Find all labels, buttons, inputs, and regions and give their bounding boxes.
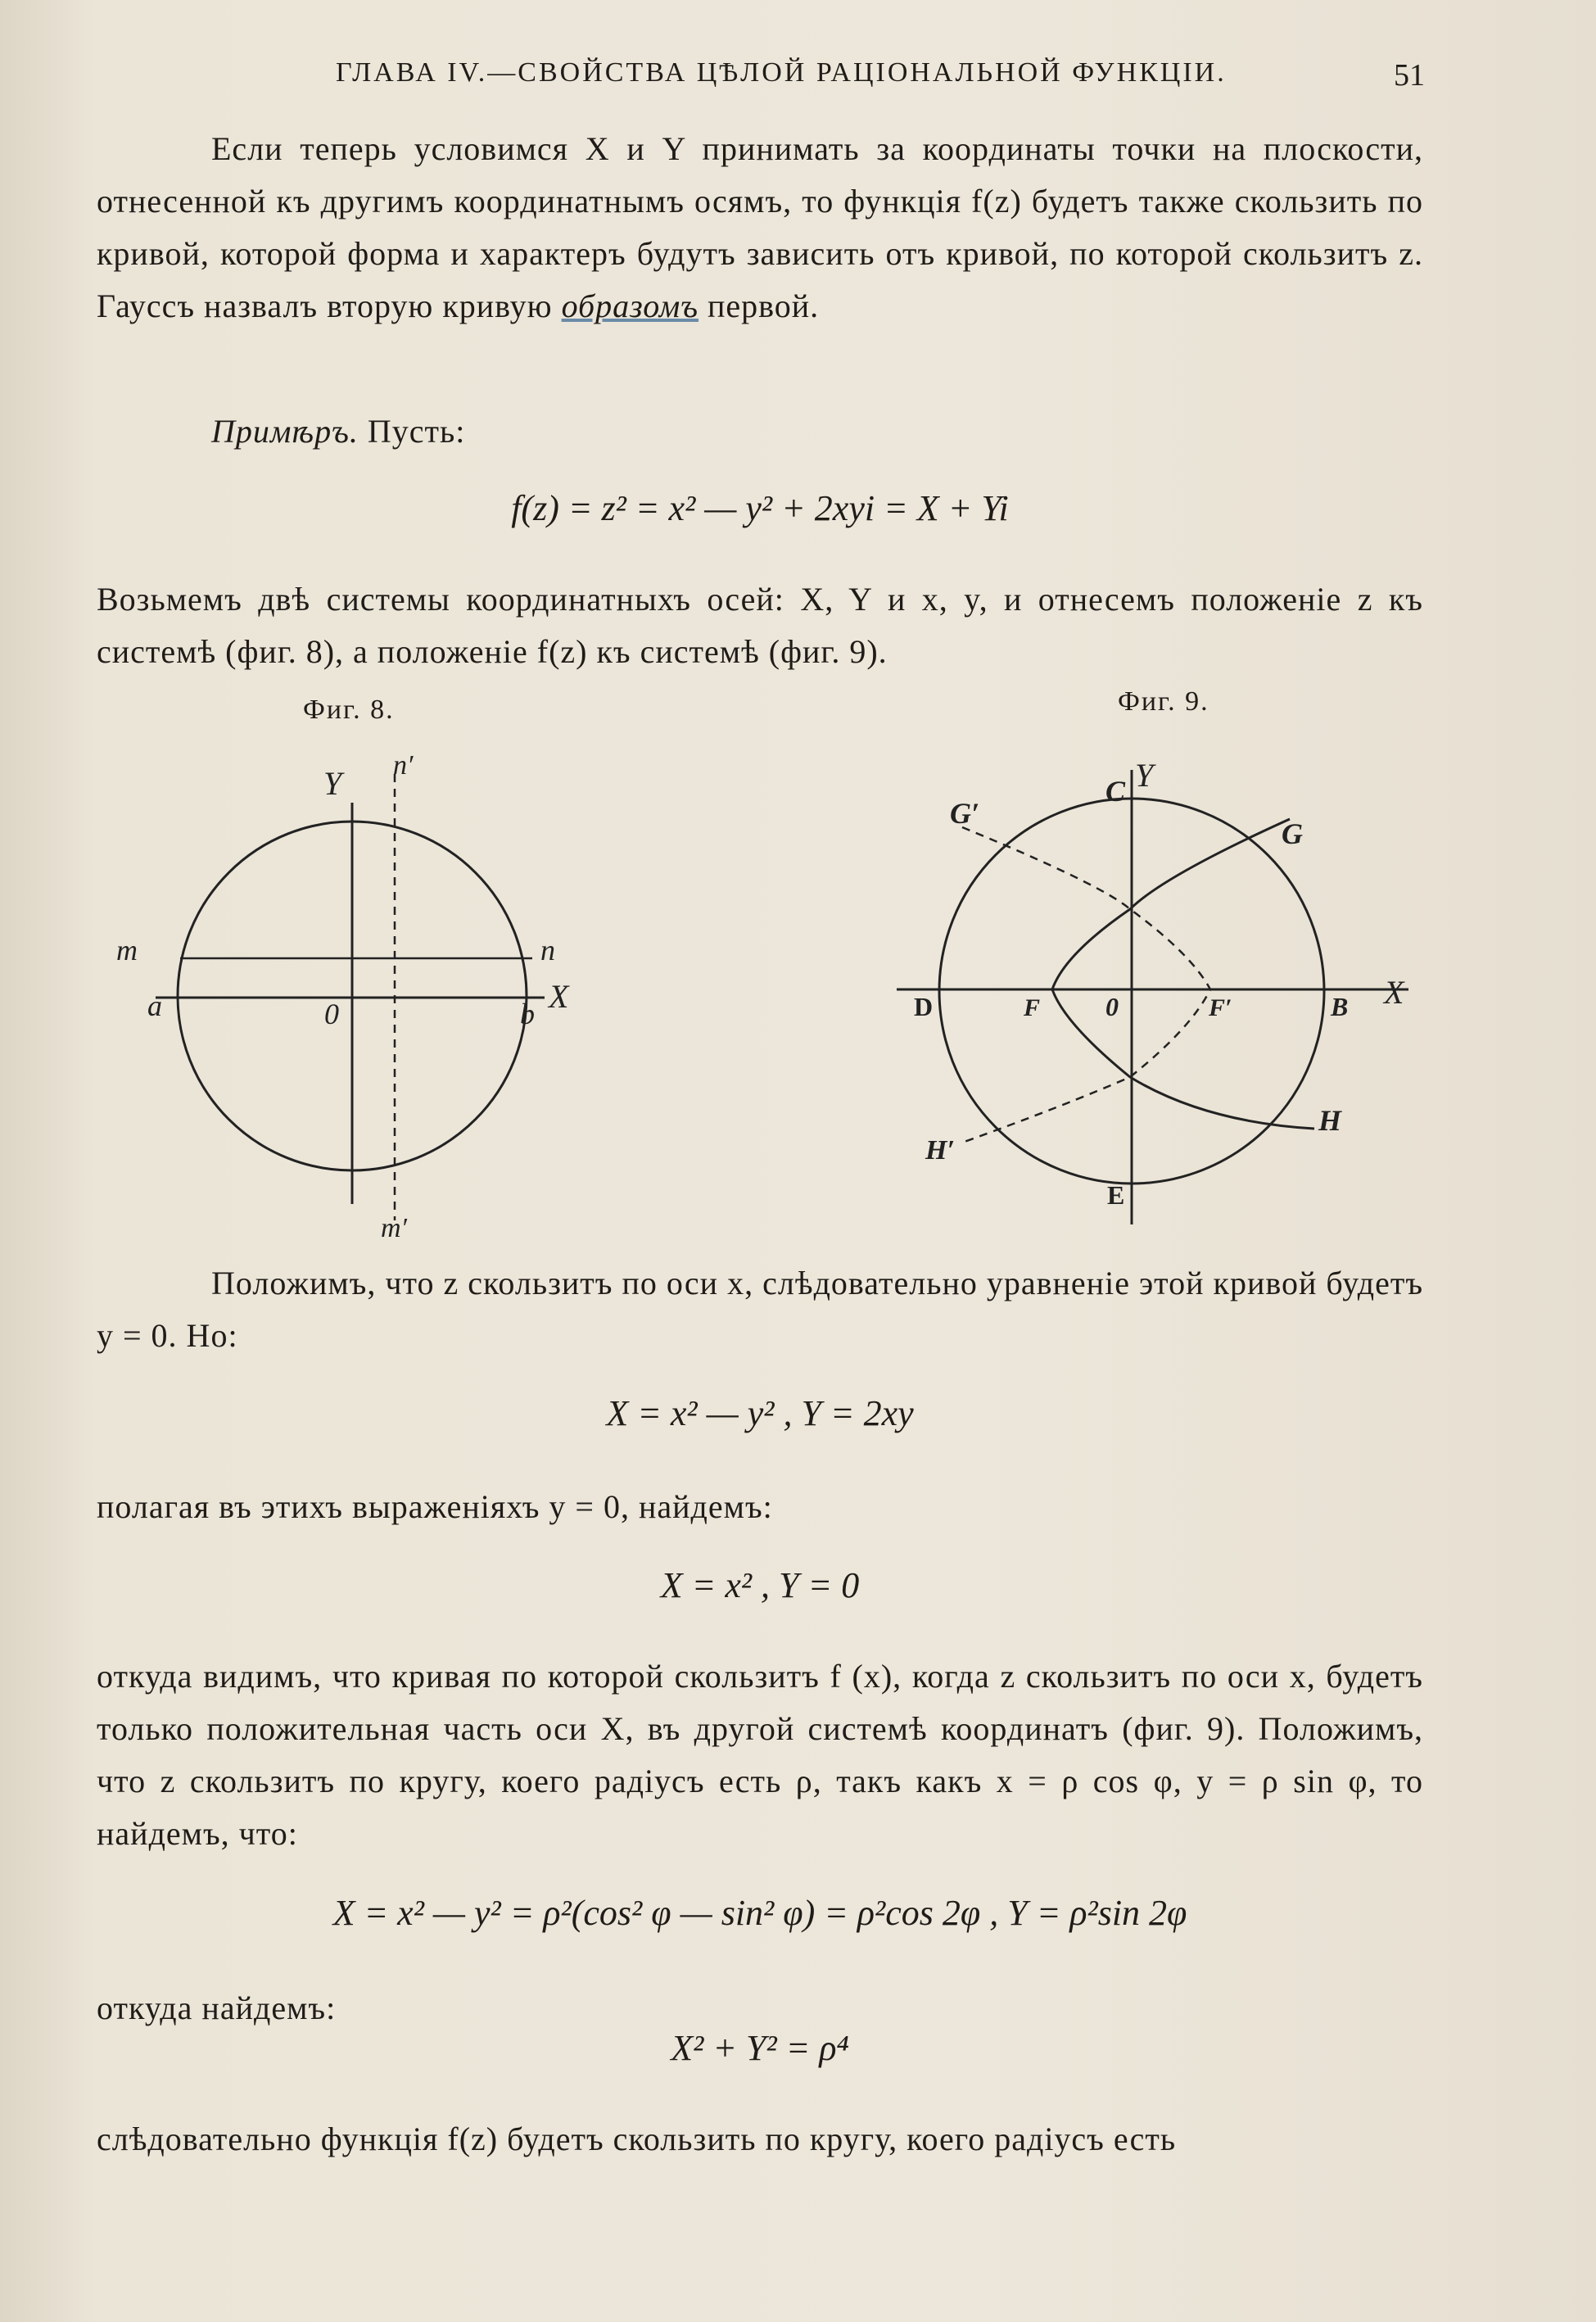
equation-1: f(z) = z² = x² — y² + 2xyi = X + Yi <box>511 488 1009 528</box>
fig9-label-g-prime: G′ <box>950 797 980 830</box>
fig9-label-y: Y <box>1135 757 1154 794</box>
fig9-label-o: 0 <box>1105 992 1119 1021</box>
equation-4: X = x² — y² = ρ²(cos² φ — sin² φ) = ρ²cos 2φ , Y = ρ²sin 2φ <box>332 1893 1187 1933</box>
equation-2: X = x² — y² , Y = 2xy <box>606 1393 914 1433</box>
fig8-label-o: 0 <box>324 998 339 1030</box>
example-text: Пусть: <box>358 413 466 450</box>
term-image: образомъ <box>561 287 699 324</box>
equation-5: X² + Y² = ρ⁴ <box>671 2028 849 2068</box>
paragraph-conclusion: слѣдовательно функція f(z) будетъ скользить по кругу, коего радіусъ есть <box>97 2121 1177 2157</box>
equation-3: X = x² , Y = 0 <box>660 1565 860 1605</box>
paragraph-axes: Возьмемъ двѣ системы координатныхъ осей: X, Y и x, y, и отнесемъ положеніе z къ системѣ (фиг. 8), а положеніе f(z) къ системѣ (фиг. 9). <box>97 581 1423 670</box>
running-title: ГЛАВА IV.—СВОЙСТВА ЦѢЛОЙ РАЦІОНАЛЬНОЙ ФУНКЦІИ. <box>336 57 1227 88</box>
example-label: Примѣръ. <box>211 413 359 450</box>
fig9-label-c: C <box>1105 775 1126 808</box>
fig9-solid-curve <box>1052 819 1314 1129</box>
fig9-label-f-prime: F′ <box>1209 994 1232 1021</box>
fig9-label-x: X <box>1384 974 1404 1011</box>
page-number: 51 <box>1394 58 1425 93</box>
fig8-caption: Фиг. 8. <box>303 695 395 725</box>
fig8-label-m: m <box>116 934 138 966</box>
fig9-caption: Фиг. 9. <box>1118 686 1209 717</box>
paragraph-substitute: полагая въ этихъ выраженіяхъ y = 0, найдемъ: <box>97 1488 773 1525</box>
figure-8 <box>116 737 614 1245</box>
paragraph-whence: откуда найдемъ: <box>97 1989 337 2026</box>
page-header <box>90 57 1425 98</box>
paragraph-circle: откуда видимъ, что кривая по которой скользитъ f (x), когда z скользитъ по оси x, будетъ только положительная часть оси X, въ другой системѣ координатъ (фиг. 9). Положимъ, что z скользитъ по кругу, коего радіусъ есть ρ, такъ какъ x = ρ cos φ, y = ρ sin φ, то найдемъ, что: <box>97 1658 1424 1852</box>
fig8-label-x: X <box>549 978 569 1015</box>
fig9-label-g: G <box>1282 817 1303 850</box>
fig8-label-n-prime: n′ <box>393 750 414 781</box>
paragraph-text-b: первой. <box>699 287 820 324</box>
fig9-label-e: E <box>1107 1180 1125 1210</box>
fig8-label-y: Y <box>323 765 342 802</box>
fig8-label-b: b <box>520 998 535 1030</box>
figure-9 <box>884 745 1441 1237</box>
paragraph-image-definition <box>97 123 1423 333</box>
fig8-label-n: n <box>540 934 555 966</box>
fig9-label-h-prime: H′ <box>925 1135 956 1166</box>
fig9-dashed-curve <box>962 827 1210 1143</box>
fig8-label-a: a <box>147 989 162 1022</box>
paragraph-slide-x-axis: Положимъ, что z скользитъ по оси x, слѣдовательно уравненіе этой кривой будетъ y = 0. Но: <box>97 1265 1423 1354</box>
fig9-label-f: F <box>1024 994 1041 1021</box>
fig9-label-h: H <box>1318 1104 1342 1137</box>
fig9-label-b: B <box>1331 992 1349 1021</box>
paragraph-text-a: Если теперь условимся X и Y принимать за координаты точки на плоскости, отнесенной къ другимъ координатнымъ осямъ, то функція f(z) будетъ также скользить по кривой, которой форма и характеръ будутъ зависить отъ кривой, по которой скользитъ z. Гауссъ назвалъ вторую кривую <box>97 130 1423 324</box>
fig8-label-m-prime: m′ <box>381 1213 407 1243</box>
fig9-label-d: D <box>914 992 934 1021</box>
example-heading <box>97 405 1423 458</box>
